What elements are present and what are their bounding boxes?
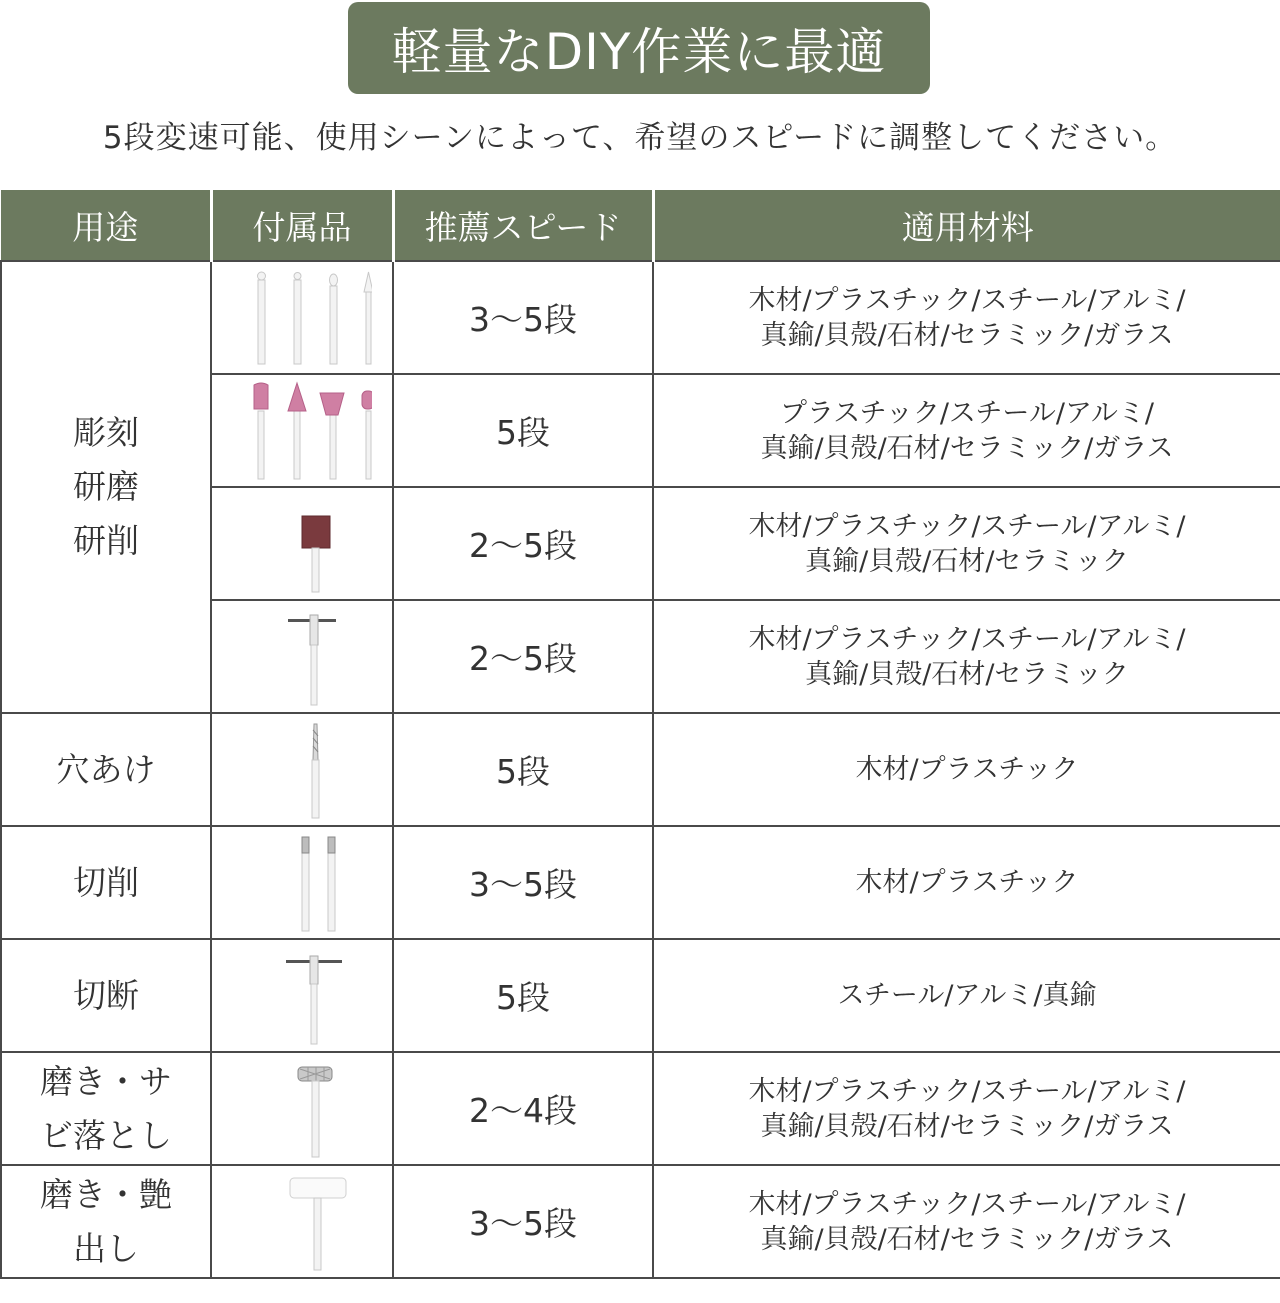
use-cell [1,713,211,826]
cutoff-wheel-icon [232,946,372,1046]
engraving-bits-icon [232,268,372,368]
materials-line: 木材/プラスチック/スチール/アルミ/ [748,284,1186,316]
table-row [1,261,1280,374]
use-label: 研磨 [73,467,139,506]
materials-cell [653,939,1280,1052]
page-title: 軽量なDIY作業に最適 [348,2,930,94]
speed-cell: 2〜5段 [393,487,653,600]
materials-cell [653,713,1280,826]
use-label: 磨き・艶 [40,1174,172,1214]
speed-cell: 5段 [393,939,653,1052]
materials-cell [653,1165,1280,1278]
materials-line: 真鍮/貝殻/石材/セラミック [805,658,1129,690]
accessory-cell [211,713,393,826]
felt-wheel-icon [232,1172,372,1272]
use-label: 出し [73,1228,139,1268]
materials-line: 真鍮/貝殻/石材/セラミック/ガラス [760,319,1174,351]
materials-line: 木材/プラスチック [855,867,1079,898]
accessory-cell [211,261,393,374]
use-cell [1,1052,211,1165]
use-label: 磨き・サ [40,1061,172,1101]
accessory-cell [211,826,393,939]
use-cell [1,261,211,713]
grinding-stones-icon [232,381,372,481]
materials-line: 真鍮/貝殻/石材/セラミック/ガラス [760,432,1174,464]
speed-cell: 5段 [393,713,653,826]
header-materials: 適用材料 [653,190,1280,261]
table-row [1,939,1280,1052]
speed-cell: 2〜4段 [393,1052,653,1165]
use-label: 彫刻 [73,413,139,452]
use-label: 穴あけ [56,749,156,789]
drill-bit-icon [232,720,372,820]
mandrel-icon [232,607,372,707]
accessory-cell [211,1052,393,1165]
speed-cell: 5段 [393,374,653,487]
accessory-cell [211,374,393,487]
materials-cell [653,374,1280,487]
table-row [1,1052,1280,1165]
materials-cell [653,1052,1280,1165]
materials-line: 木材/プラスチック/スチール/アルミ/ [748,623,1186,655]
accessory-cell [211,1165,393,1278]
speed-cell: 3〜5段 [393,826,653,939]
header-use: 用途 [1,190,211,261]
use-label: 切削 [73,862,139,902]
accessory-cell [211,600,393,713]
materials-cell [653,487,1280,600]
materials-line: プラスチック/スチール/アルミ/ [780,397,1154,429]
table-row [1,1165,1280,1278]
cutting-bits-icon [232,833,372,933]
speed-cell: 3〜5段 [393,261,653,374]
speed-cell: 3〜5段 [393,1165,653,1278]
materials-line: 木材/プラスチック/スチール/アルミ/ [748,510,1186,542]
sanding-drum-icon [232,494,372,594]
materials-cell [653,261,1280,374]
spec-table [0,190,1280,1279]
use-label: 切断 [73,975,139,1015]
table-header-row [1,190,1280,261]
use-cell [1,939,211,1052]
use-label: 研削 [73,521,139,560]
speed-cell: 2〜5段 [393,600,653,713]
table-row [1,826,1280,939]
wire-brush-icon [232,1059,372,1159]
materials-line: 真鍮/貝殻/石材/セラミック/ガラス [760,1223,1174,1255]
accessory-cell [211,487,393,600]
header-speed: 推薦スピード [393,190,653,261]
page-subtitle: 5段変速可能、使用シーンによって、希望のスピードに調整してください。 [102,120,1178,156]
materials-cell [653,826,1280,939]
materials-line: 木材/プラスチック/スチール/アルミ/ [748,1075,1186,1107]
materials-line: 木材/プラスチック/スチール/アルミ/ [748,1188,1186,1220]
materials-line: 木材/プラスチック [855,754,1079,785]
use-cell [1,1165,211,1278]
header-accessory: 付属品 [211,190,393,261]
accessory-cell [211,939,393,1052]
materials-cell [653,600,1280,713]
use-label: ビ落とし [40,1115,172,1155]
table-row [1,713,1280,826]
use-cell [1,826,211,939]
materials-line: 真鍮/貝殻/石材/セラミック/ガラス [760,1110,1174,1142]
materials-line: 真鍮/貝殻/石材/セラミック [805,545,1129,577]
materials-line: スチール/アルミ/真鍮 [837,980,1097,1011]
